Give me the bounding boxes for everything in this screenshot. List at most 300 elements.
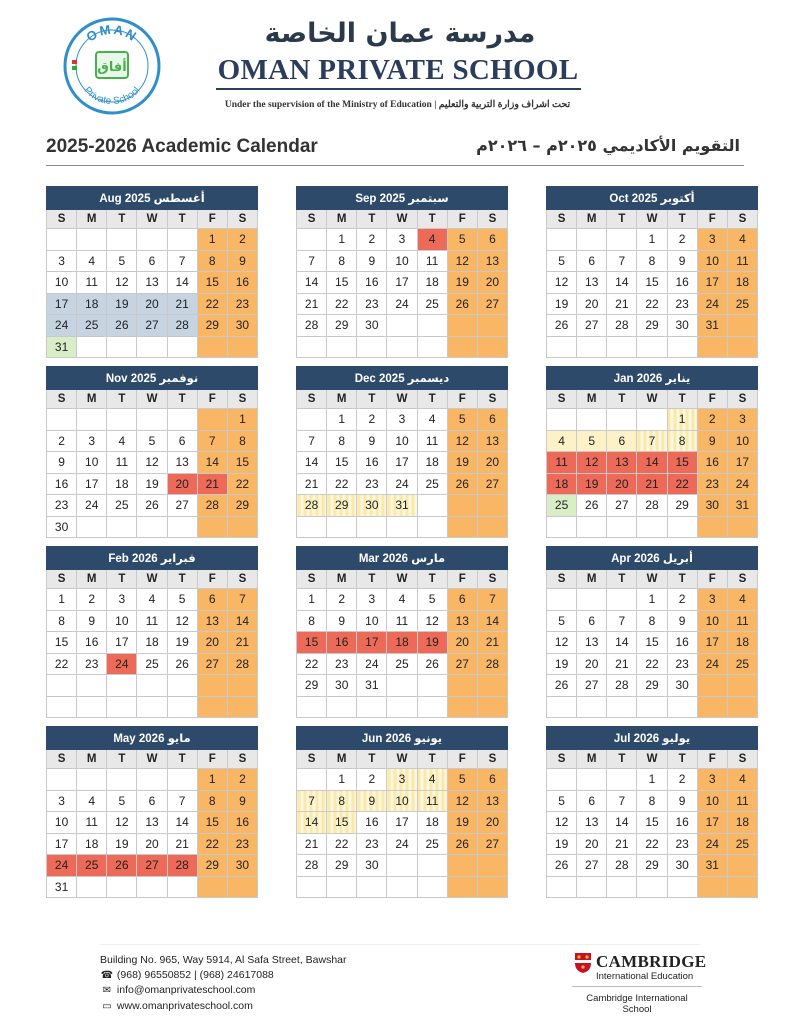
day-cell: 17 xyxy=(697,812,727,834)
day-cell: 24 xyxy=(357,653,387,675)
cambridge-divider xyxy=(572,986,702,987)
email-text[interactable]: info@omanprivateschool.com xyxy=(116,984,256,996)
day-cell: 20 xyxy=(477,272,507,294)
day-cell: 26 xyxy=(447,833,477,855)
logo-center-text: أفاق xyxy=(97,60,127,75)
day-cell: 13 xyxy=(477,250,507,272)
day-cell: 3 xyxy=(107,589,137,611)
day-cell: 26 xyxy=(107,315,137,337)
weekday-header: W xyxy=(387,570,417,589)
empty-cell xyxy=(137,409,167,431)
school-logo xyxy=(62,16,162,116)
weekday-header: T xyxy=(417,390,447,409)
day-cell: 26 xyxy=(547,675,577,697)
weekday-header: F xyxy=(447,210,477,229)
day-cell: 22 xyxy=(327,473,357,495)
day-cell: 19 xyxy=(547,833,577,855)
day-cell: 23 xyxy=(227,833,257,855)
weekday-header: F xyxy=(447,750,477,769)
day-cell: 3 xyxy=(47,790,77,812)
day-cell: 12 xyxy=(577,452,607,474)
empty-cell xyxy=(607,876,637,898)
empty-cell xyxy=(167,229,197,251)
day-cell: 28 xyxy=(607,855,637,877)
empty-cell xyxy=(167,409,197,431)
month-header: Jul 2026 يوليو xyxy=(547,727,758,750)
day-cell: 12 xyxy=(167,610,197,632)
weekday-header: W xyxy=(637,210,667,229)
day-cell: 17 xyxy=(387,452,417,474)
day-cell: 13 xyxy=(477,430,507,452)
empty-cell xyxy=(477,315,507,337)
empty-cell xyxy=(297,696,327,718)
day-cell: 5 xyxy=(417,589,447,611)
day-cell: 22 xyxy=(297,653,327,675)
month-calendar xyxy=(546,546,758,718)
day-cell: 16 xyxy=(697,452,727,474)
day-cell: 21 xyxy=(297,833,327,855)
day-cell: 7 xyxy=(297,250,327,272)
day-cell: 4 xyxy=(417,769,447,791)
month-calendar xyxy=(546,726,758,898)
weekday-header: S xyxy=(727,570,757,589)
weekday-header: S xyxy=(227,210,257,229)
day-cell: 27 xyxy=(477,833,507,855)
day-cell: 16 xyxy=(357,272,387,294)
day-cell: 21 xyxy=(227,632,257,654)
weekday-header: W xyxy=(387,390,417,409)
day-cell: 30 xyxy=(697,495,727,517)
day-cell: 8 xyxy=(637,610,667,632)
empty-cell xyxy=(447,675,477,697)
day-cell: 8 xyxy=(327,250,357,272)
weekday-header: S xyxy=(547,210,577,229)
day-cell: 12 xyxy=(417,610,447,632)
empty-cell xyxy=(607,409,637,431)
empty-cell xyxy=(137,876,167,898)
empty-cell xyxy=(107,516,137,538)
empty-cell xyxy=(547,516,577,538)
weekday-header: W xyxy=(637,750,667,769)
day-cell: 13 xyxy=(197,610,227,632)
empty-cell xyxy=(297,516,327,538)
day-cell: 10 xyxy=(697,610,727,632)
address-line: Building No. 965, Way 5914, Al Safa Street, Bawshar xyxy=(100,954,347,966)
day-cell: 12 xyxy=(107,272,137,294)
day-cell: 13 xyxy=(137,272,167,294)
empty-cell xyxy=(607,229,637,251)
empty-cell xyxy=(547,769,577,791)
weekday-header: T xyxy=(417,570,447,589)
empty-cell xyxy=(477,855,507,877)
day-cell: 18 xyxy=(107,473,137,495)
day-cell: 28 xyxy=(197,495,227,517)
month-calendar xyxy=(296,186,508,358)
day-cell: 12 xyxy=(447,790,477,812)
day-cell: 24 xyxy=(47,315,77,337)
cambridge-logo xyxy=(572,950,707,1015)
weekday-header: S xyxy=(297,390,327,409)
day-cell: 21 xyxy=(197,473,227,495)
day-cell: 20 xyxy=(477,812,507,834)
day-cell: 19 xyxy=(447,452,477,474)
weekday-header: S xyxy=(477,390,507,409)
weekday-header: T xyxy=(417,210,447,229)
empty-cell xyxy=(447,855,477,877)
day-cell: 3 xyxy=(357,589,387,611)
day-cell: 19 xyxy=(547,293,577,315)
day-cell: 19 xyxy=(577,473,607,495)
empty-cell xyxy=(727,516,757,538)
day-cell: 29 xyxy=(227,495,257,517)
day-cell: 27 xyxy=(137,855,167,877)
day-cell: 30 xyxy=(327,675,357,697)
day-cell: 10 xyxy=(387,430,417,452)
page-header xyxy=(0,0,791,120)
day-cell: 2 xyxy=(357,769,387,791)
day-cell: 25 xyxy=(417,293,447,315)
weekday-header: M xyxy=(577,390,607,409)
day-cell: 2 xyxy=(227,769,257,791)
weekday-header: S xyxy=(727,750,757,769)
weekday-header: S xyxy=(47,210,77,229)
empty-cell xyxy=(47,675,77,697)
day-cell: 7 xyxy=(607,790,637,812)
day-cell: 29 xyxy=(327,315,357,337)
empty-cell xyxy=(547,589,577,611)
day-cell: 17 xyxy=(47,833,77,855)
day-cell: 22 xyxy=(667,473,697,495)
day-cell: 23 xyxy=(667,293,697,315)
day-cell: 23 xyxy=(227,293,257,315)
day-cell: 8 xyxy=(637,790,667,812)
day-cell: 14 xyxy=(297,272,327,294)
day-cell: 19 xyxy=(167,632,197,654)
day-cell: 15 xyxy=(327,452,357,474)
weekday-header: M xyxy=(327,210,357,229)
empty-cell xyxy=(577,516,607,538)
month-header: Feb 2026 فبراير xyxy=(47,547,258,570)
day-cell: 9 xyxy=(697,430,727,452)
month-calendar xyxy=(46,546,258,718)
day-cell: 1 xyxy=(667,409,697,431)
day-cell: 21 xyxy=(477,632,507,654)
empty-cell xyxy=(297,229,327,251)
day-cell: 19 xyxy=(447,812,477,834)
day-cell: 22 xyxy=(327,293,357,315)
day-cell: 2 xyxy=(667,589,697,611)
day-cell: 5 xyxy=(577,430,607,452)
day-cell: 4 xyxy=(727,589,757,611)
empty-cell xyxy=(637,516,667,538)
day-cell: 17 xyxy=(387,812,417,834)
empty-cell xyxy=(727,315,757,337)
calendar-title-arabic: التقويم الأكاديمي ٢٠٢٥م – ٢٠٢٦م xyxy=(476,136,740,155)
empty-cell xyxy=(447,516,477,538)
weekday-header: T xyxy=(607,570,637,589)
day-cell: 26 xyxy=(447,473,477,495)
empty-cell xyxy=(167,876,197,898)
day-cell: 22 xyxy=(327,833,357,855)
day-cell: 20 xyxy=(577,293,607,315)
day-cell: 11 xyxy=(727,610,757,632)
weekday-header: W xyxy=(637,570,667,589)
day-cell: 21 xyxy=(607,293,637,315)
day-cell: 22 xyxy=(197,833,227,855)
day-cell: 21 xyxy=(297,293,327,315)
month-header: Mar 2026 مارس xyxy=(297,547,508,570)
day-cell: 24 xyxy=(387,473,417,495)
day-cell: 18 xyxy=(417,812,447,834)
day-cell: 3 xyxy=(697,769,727,791)
title-divider xyxy=(46,165,744,166)
day-cell: 15 xyxy=(197,272,227,294)
day-cell: 27 xyxy=(167,495,197,517)
empty-cell xyxy=(667,516,697,538)
day-cell: 5 xyxy=(107,790,137,812)
day-cell: 24 xyxy=(697,293,727,315)
day-cell: 20 xyxy=(577,833,607,855)
month-header: Sep 2025 سبتمبر xyxy=(297,187,508,210)
day-cell: 1 xyxy=(197,229,227,251)
day-cell: 25 xyxy=(77,855,107,877)
day-cell: 30 xyxy=(667,675,697,697)
day-cell: 12 xyxy=(447,430,477,452)
empty-cell xyxy=(637,696,667,718)
empty-cell xyxy=(137,675,167,697)
empty-cell xyxy=(607,516,637,538)
weekday-header: T xyxy=(417,750,447,769)
empty-cell xyxy=(417,876,447,898)
weekday-header: M xyxy=(577,210,607,229)
day-cell: 1 xyxy=(637,769,667,791)
day-cell: 8 xyxy=(637,250,667,272)
day-cell: 28 xyxy=(477,653,507,675)
day-cell: 11 xyxy=(387,610,417,632)
day-cell: 27 xyxy=(577,855,607,877)
empty-cell xyxy=(697,336,727,358)
empty-cell xyxy=(607,769,637,791)
weekday-header: W xyxy=(637,390,667,409)
day-cell: 6 xyxy=(197,589,227,611)
empty-cell xyxy=(107,409,137,431)
day-cell: 23 xyxy=(47,495,77,517)
weekday-header: S xyxy=(477,750,507,769)
day-cell: 7 xyxy=(297,790,327,812)
day-cell: 24 xyxy=(387,833,417,855)
empty-cell xyxy=(327,336,357,358)
day-cell: 24 xyxy=(387,293,417,315)
day-cell: 26 xyxy=(547,315,577,337)
month-calendar xyxy=(546,186,758,358)
day-cell: 9 xyxy=(227,250,257,272)
empty-cell xyxy=(577,336,607,358)
day-cell: 20 xyxy=(197,632,227,654)
day-cell: 19 xyxy=(107,833,137,855)
empty-cell xyxy=(417,675,447,697)
weekday-header: T xyxy=(667,390,697,409)
day-cell: 21 xyxy=(167,293,197,315)
weekday-header: T xyxy=(667,750,697,769)
day-cell: 14 xyxy=(477,610,507,632)
day-cell: 30 xyxy=(227,315,257,337)
day-cell: 19 xyxy=(547,653,577,675)
day-cell: 27 xyxy=(607,495,637,517)
cambridge-name: CAMBRIDGE xyxy=(596,952,707,971)
empty-cell xyxy=(197,336,227,358)
empty-cell xyxy=(727,675,757,697)
day-cell: 25 xyxy=(417,473,447,495)
day-cell: 4 xyxy=(727,229,757,251)
phone-icon: ☎ xyxy=(100,969,114,981)
weekday-header: T xyxy=(607,390,637,409)
day-cell: 5 xyxy=(167,589,197,611)
day-cell: 29 xyxy=(297,675,327,697)
day-cell: 22 xyxy=(637,833,667,855)
empty-cell xyxy=(577,769,607,791)
day-cell: 29 xyxy=(327,855,357,877)
day-cell: 30 xyxy=(357,315,387,337)
weekday-header: W xyxy=(137,210,167,229)
empty-cell xyxy=(387,516,417,538)
day-cell: 11 xyxy=(417,250,447,272)
empty-cell xyxy=(107,229,137,251)
day-cell: 15 xyxy=(227,452,257,474)
empty-cell xyxy=(697,675,727,697)
day-cell: 25 xyxy=(137,653,167,675)
day-cell: 26 xyxy=(137,495,167,517)
day-cell: 16 xyxy=(77,632,107,654)
empty-cell xyxy=(77,675,107,697)
supervision-line: Under the supervision of the Ministry of Education | تحت اشراف وزارة التربية والتعليم xyxy=(224,100,571,110)
empty-cell xyxy=(357,696,387,718)
weekday-header: S xyxy=(47,750,77,769)
day-cell: 14 xyxy=(227,610,257,632)
day-cell: 13 xyxy=(607,452,637,474)
empty-cell xyxy=(47,696,77,718)
weekday-header: T xyxy=(107,390,137,409)
day-cell: 18 xyxy=(77,293,107,315)
empty-cell xyxy=(727,696,757,718)
empty-cell xyxy=(227,516,257,538)
day-cell: 1 xyxy=(327,229,357,251)
empty-cell xyxy=(167,675,197,697)
empty-cell xyxy=(387,696,417,718)
day-cell: 9 xyxy=(77,610,107,632)
empty-cell xyxy=(357,876,387,898)
empty-cell xyxy=(107,336,137,358)
day-cell: 8 xyxy=(327,430,357,452)
weekday-header: S xyxy=(47,570,77,589)
day-cell: 4 xyxy=(77,790,107,812)
email-line[interactable] xyxy=(100,983,347,999)
empty-cell xyxy=(547,229,577,251)
weekday-header: W xyxy=(387,750,417,769)
empty-cell xyxy=(697,876,727,898)
empty-cell xyxy=(227,876,257,898)
day-cell: 6 xyxy=(137,250,167,272)
day-cell: 6 xyxy=(577,610,607,632)
empty-cell xyxy=(607,696,637,718)
cambridge-school-label: Cambridge International School xyxy=(586,993,688,1015)
month-header: Jun 2026 يونيو xyxy=(297,727,508,750)
day-cell: 21 xyxy=(297,473,327,495)
day-cell: 15 xyxy=(637,812,667,834)
day-cell: 25 xyxy=(727,653,757,675)
day-cell: 18 xyxy=(387,632,417,654)
day-cell: 29 xyxy=(327,495,357,517)
day-cell: 22 xyxy=(197,293,227,315)
day-cell: 4 xyxy=(387,589,417,611)
day-cell: 23 xyxy=(77,653,107,675)
empty-cell xyxy=(547,409,577,431)
day-cell: 15 xyxy=(327,272,357,294)
day-cell: 11 xyxy=(77,272,107,294)
empty-cell xyxy=(387,876,417,898)
day-cell: 20 xyxy=(477,452,507,474)
weekday-header: S xyxy=(547,390,577,409)
day-cell: 15 xyxy=(47,632,77,654)
day-cell: 5 xyxy=(547,610,577,632)
day-cell: 5 xyxy=(547,790,577,812)
day-cell: 10 xyxy=(387,790,417,812)
empty-cell xyxy=(197,675,227,697)
day-cell: 25 xyxy=(77,315,107,337)
day-cell: 10 xyxy=(387,250,417,272)
empty-cell xyxy=(327,516,357,538)
website-text[interactable]: www.omanprivateschool.com xyxy=(116,999,253,1012)
empty-cell xyxy=(697,516,727,538)
day-cell: 1 xyxy=(47,589,77,611)
day-cell: 5 xyxy=(447,769,477,791)
day-cell: 27 xyxy=(477,293,507,315)
day-cell: 29 xyxy=(197,855,227,877)
weekday-header: T xyxy=(107,570,137,589)
day-cell: 22 xyxy=(47,653,77,675)
day-cell: 8 xyxy=(227,430,257,452)
month-header: May 2026 مايو xyxy=(47,727,258,750)
day-cell: 11 xyxy=(137,610,167,632)
day-cell: 19 xyxy=(447,272,477,294)
day-cell: 13 xyxy=(447,610,477,632)
website-line[interactable] xyxy=(100,999,347,1015)
day-cell: 21 xyxy=(607,833,637,855)
day-cell: 10 xyxy=(77,452,107,474)
day-cell: 29 xyxy=(637,855,667,877)
day-cell: 22 xyxy=(637,293,667,315)
day-cell: 1 xyxy=(197,769,227,791)
day-cell: 16 xyxy=(667,632,697,654)
day-cell: 18 xyxy=(547,473,577,495)
day-cell: 9 xyxy=(327,610,357,632)
day-cell: 16 xyxy=(667,812,697,834)
day-cell: 28 xyxy=(227,653,257,675)
day-cell: 26 xyxy=(547,855,577,877)
day-cell: 12 xyxy=(447,250,477,272)
day-cell: 26 xyxy=(107,855,137,877)
empty-cell xyxy=(77,769,107,791)
weekday-header: S xyxy=(227,570,257,589)
empty-cell xyxy=(417,336,447,358)
weekday-header: T xyxy=(357,390,387,409)
day-cell: 6 xyxy=(577,790,607,812)
day-cell: 10 xyxy=(357,610,387,632)
day-cell: 27 xyxy=(447,653,477,675)
weekday-header: W xyxy=(387,210,417,229)
weekday-header: T xyxy=(607,750,637,769)
day-cell: 18 xyxy=(727,632,757,654)
day-cell: 20 xyxy=(447,632,477,654)
